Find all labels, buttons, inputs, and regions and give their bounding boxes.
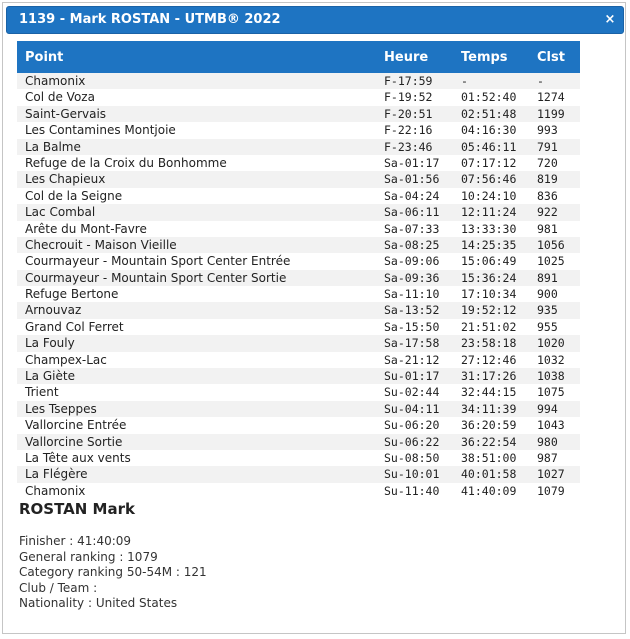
results-table — [17, 41, 580, 499]
cell-point: Les Tseppes — [25, 401, 97, 416]
cell-point: Arête du Mont-Favre — [25, 221, 147, 236]
table-row — [17, 319, 580, 335]
cell-temps: 19:52:12 — [461, 303, 517, 318]
cell-heure: Sa-17:58 — [384, 336, 440, 351]
cell-clst: 922 — [537, 205, 558, 220]
cell-clst: 1199 — [537, 106, 565, 121]
table-row — [17, 89, 580, 105]
cell-clst: 981 — [537, 221, 558, 236]
cell-temps: 41:40:09 — [461, 483, 517, 498]
cell-clst: 891 — [537, 270, 558, 285]
cell-point: La Giète — [25, 369, 75, 384]
cell-clst: 994 — [537, 401, 558, 416]
cell-clst: 955 — [537, 319, 558, 334]
cell-temps: 10:24:10 — [461, 188, 517, 203]
cell-heure: Sa-01:56 — [384, 172, 440, 187]
table-row — [17, 417, 580, 433]
table-row — [17, 434, 580, 450]
cell-point: Chamonix — [25, 74, 86, 88]
cell-heure: F-22:16 — [384, 123, 433, 138]
cell-point: Saint-Gervais — [25, 106, 107, 121]
cell-heure: Sa-01:17 — [384, 155, 440, 170]
cell-heure: Su-04:11 — [384, 401, 440, 416]
table-row — [17, 270, 580, 286]
cell-heure: Su-01:17 — [384, 369, 440, 384]
cell-temps: 38:51:00 — [461, 450, 517, 465]
cell-clst: 1075 — [537, 385, 565, 400]
cell-point: Courmayeur - Mountain Sport Center Sortie — [25, 270, 287, 285]
cell-clst: 1032 — [537, 352, 565, 367]
dialog-titlebar[interactable] — [6, 6, 624, 34]
cell-heure: Sa-11:10 — [384, 287, 440, 302]
cell-temps: - — [461, 74, 468, 88]
cell-clst: 935 — [537, 303, 558, 318]
cell-heure: F-19:52 — [384, 90, 433, 105]
general-ranking: General ranking : 1079 — [19, 549, 158, 564]
table-row — [17, 221, 580, 237]
dialog-title: 1139 - Mark ROSTAN - UTMB® 2022 — [19, 12, 281, 27]
cell-heure: Su-08:50 — [384, 450, 440, 465]
cell-point: Chamonix — [25, 483, 86, 498]
cell-point: La Flégère — [25, 467, 88, 482]
cell-point: Arnouvaz — [25, 303, 82, 318]
cell-temps: 13:33:30 — [461, 221, 517, 236]
club-team: Club / Team : — [19, 580, 98, 595]
cell-point: Courmayeur - Mountain Sport Center Entrée — [25, 254, 291, 269]
cell-temps: 15:36:24 — [461, 270, 517, 285]
close-icon[interactable]: × — [604, 12, 616, 27]
cell-clst: 1043 — [537, 418, 565, 433]
cell-clst: 993 — [537, 123, 558, 138]
cell-clst: 900 — [537, 287, 558, 302]
cell-temps: 02:51:48 — [461, 106, 517, 121]
cell-clst: 1038 — [537, 369, 565, 384]
cell-clst: 836 — [537, 188, 558, 203]
cell-point: Refuge de la Croix du Bonhomme — [25, 155, 227, 170]
table-row — [17, 139, 580, 155]
cell-clst: 987 — [537, 450, 558, 465]
table-row — [17, 188, 580, 204]
cell-temps: 01:52:40 — [461, 90, 517, 105]
cell-heure: Sa-06:11 — [384, 205, 440, 220]
nationality: Nationality : United States — [19, 596, 178, 611]
header-clst: Clst — [537, 50, 565, 65]
cell-temps: 40:01:58 — [461, 467, 517, 482]
cell-clst: 1025 — [537, 254, 565, 269]
cell-clst: 791 — [537, 139, 558, 154]
cell-point: La Fouly — [25, 336, 75, 351]
cell-point: Lac Combal — [25, 205, 96, 220]
cell-point: Refuge Bertone — [25, 287, 119, 302]
cell-point: Grand Col Ferret — [25, 319, 124, 334]
header-temps: Temps — [461, 50, 508, 65]
cell-clst: 1274 — [537, 90, 565, 105]
cell-clst: 720 — [537, 155, 558, 170]
header-point: Point — [25, 50, 64, 65]
cell-heure: Sa-13:52 — [384, 303, 440, 318]
table-body — [17, 73, 580, 499]
cell-heure: Sa-09:06 — [384, 254, 440, 269]
table-row — [17, 335, 580, 351]
table-row — [17, 466, 580, 482]
cell-heure: Sa-04:24 — [384, 188, 440, 203]
cell-heure: F-17:59 — [384, 74, 433, 88]
cell-temps: 15:06:49 — [461, 254, 517, 269]
cell-point: La Balme — [25, 139, 81, 154]
cell-point: Champex-Lac — [25, 352, 107, 367]
cell-clst: 1056 — [537, 237, 565, 252]
cell-temps: 36:22:54 — [461, 434, 517, 449]
cell-clst: 1079 — [537, 483, 565, 498]
cell-point: Col de la Seigne — [25, 188, 123, 203]
cell-temps: 32:44:15 — [461, 385, 517, 400]
cell-clst: 1020 — [537, 336, 565, 351]
table-row — [17, 106, 580, 122]
runner-dialog — [2, 2, 626, 634]
cell-clst: 980 — [537, 434, 558, 449]
table-row — [17, 483, 580, 499]
table-row — [17, 401, 580, 417]
cell-point: Vallorcine Sortie — [25, 434, 123, 449]
table-row — [17, 171, 580, 187]
cell-point: Les Contamines Montjoie — [25, 123, 176, 138]
cell-heure: Su-06:20 — [384, 418, 440, 433]
cell-temps: 05:46:11 — [461, 139, 517, 154]
cell-heure: Sa-09:36 — [384, 270, 440, 285]
cell-heure: Sa-15:50 — [384, 319, 440, 334]
cell-temps: 23:58:18 — [461, 336, 517, 351]
cell-heure: F-23:46 — [384, 139, 433, 154]
cell-temps: 21:51:02 — [461, 319, 517, 334]
table-row — [17, 384, 580, 400]
table-row — [17, 352, 580, 368]
table-header — [17, 41, 580, 73]
table-row — [17, 122, 580, 138]
cell-temps: 31:17:26 — [461, 369, 517, 384]
cell-temps: 12:11:24 — [461, 205, 517, 220]
cell-point: Checrouit - Maison Vieille — [25, 237, 177, 252]
cell-clst: 1027 — [537, 467, 565, 482]
cell-temps: 34:11:39 — [461, 401, 517, 416]
cell-heure: Sa-21:12 — [384, 352, 440, 367]
table-row — [17, 368, 580, 384]
table-row — [17, 73, 580, 89]
runner-name: ROSTAN Mark — [19, 500, 135, 518]
finisher-time: Finisher : 41:40:09 — [19, 534, 132, 548]
cell-temps: 07:56:46 — [461, 172, 517, 187]
cell-heure: Sa-07:33 — [384, 221, 440, 236]
table-row — [17, 204, 580, 220]
cell-heure: Su-06:22 — [384, 434, 440, 449]
cell-point: Col de Voza — [25, 90, 95, 105]
table-row — [17, 450, 580, 466]
runner-info — [19, 534, 207, 612]
cell-temps: 04:16:30 — [461, 123, 517, 138]
cell-point: Trient — [25, 385, 59, 400]
cell-temps: 07:17:12 — [461, 155, 517, 170]
cell-heure: Su-11:40 — [384, 483, 440, 498]
table-row — [17, 302, 580, 318]
category-ranking: Category ranking 50-54M : 121 — [19, 565, 207, 580]
cell-clst: - — [537, 74, 544, 88]
cell-point: Vallorcine Entrée — [25, 418, 127, 433]
cell-heure: F-20:51 — [384, 106, 433, 121]
cell-temps: 27:12:46 — [461, 352, 517, 367]
table-row — [17, 237, 580, 253]
cell-temps: 17:10:34 — [461, 287, 517, 302]
cell-point: Les Chapieux — [25, 172, 106, 187]
cell-heure: Sa-08:25 — [384, 237, 440, 252]
cell-temps: 36:20:59 — [461, 418, 517, 433]
cell-heure: Su-02:44 — [384, 385, 440, 400]
cell-temps: 14:25:35 — [461, 237, 517, 252]
cell-heure: Su-10:01 — [384, 467, 440, 482]
table-row — [17, 155, 580, 171]
cell-clst: 819 — [537, 172, 558, 187]
cell-point: La Tête aux vents — [25, 450, 131, 465]
header-heure: Heure — [384, 50, 429, 65]
table-row — [17, 253, 580, 269]
table-row — [17, 286, 580, 302]
